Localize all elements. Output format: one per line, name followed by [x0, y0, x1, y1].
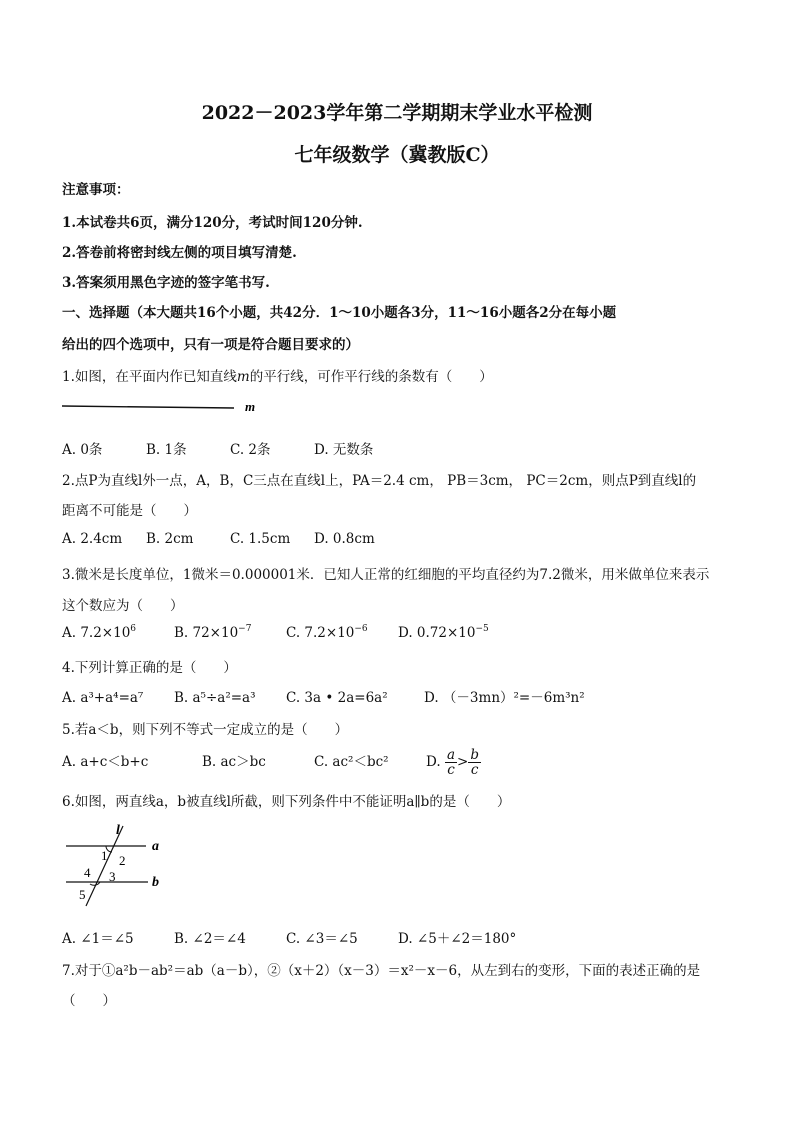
- option-d[interactable]: [398, 624, 489, 641]
- question-1-stem: [62, 365, 732, 385]
- note-item: 1.本试卷共6页，满分120分，考试时间120分钟.: [62, 215, 363, 231]
- option-text: D. 0.72×10: [398, 624, 476, 641]
- angle-4-label: 4: [84, 865, 91, 880]
- option-exponent: −6: [354, 624, 368, 634]
- line-m-figure: [62, 400, 262, 416]
- question-5-stem: 5.若a＜b，则下列不等式一定成立的是（ ）: [62, 722, 349, 738]
- question-1-options: [62, 438, 373, 458]
- question-2-stem: 2.点P为直线l外一点，A，B，C三点在直线l上，PA＝2.4 cm， PB＝3cm， PC＝2cm，则点P到直线l的: [62, 473, 697, 489]
- note-item: 2.答卷前将密封线左侧的项目填写清楚.: [62, 245, 297, 261]
- option-d[interactable]: D. 无数条: [314, 442, 374, 458]
- question-5-options: [62, 748, 481, 777]
- question-7-stem-cont: （ ）: [62, 993, 116, 1009]
- angle-1-label: 1: [101, 848, 108, 863]
- option-c[interactable]: C. ∠3＝∠5: [286, 931, 358, 947]
- question-3-options: [62, 624, 489, 641]
- option-d[interactable]: D. ∠5＋∠2＝180°: [398, 931, 517, 947]
- option-c[interactable]: C. 2条: [230, 442, 271, 458]
- option-exponent: 6: [130, 624, 137, 634]
- option-b[interactable]: B. ∠2＝∠4: [174, 931, 246, 947]
- question-2-stem-cont: 距离不可能是（ ）: [62, 503, 197, 519]
- fraction-operator: >: [457, 754, 469, 770]
- label-a: a: [152, 839, 159, 854]
- option-a[interactable]: [62, 624, 174, 641]
- fraction-denominator: c: [447, 762, 455, 778]
- exam-subtitle: 七年级数学（冀教版C）: [294, 144, 500, 166]
- option-c[interactable]: [286, 624, 398, 641]
- option-d[interactable]: [426, 748, 481, 777]
- option-b[interactable]: B. a⁵÷a²=a³: [174, 690, 256, 706]
- option-a[interactable]: A. a+c＜b+c: [62, 754, 149, 770]
- option-d[interactable]: D. （－3mn）²=－6m³n²: [424, 690, 585, 706]
- option-exponent: −5: [475, 624, 489, 634]
- question-3-stem: 3.微米是长度单位，1微米＝0.000001米．已知人正常的红细胞的平均直径约为7.2微米，用米做单位来表示: [62, 567, 710, 583]
- option-c[interactable]: C. ac²＜bc²: [314, 754, 389, 770]
- option-text: A. 7.2×10: [62, 624, 131, 641]
- option-a[interactable]: A. a³+a⁴=a⁷: [62, 690, 144, 706]
- question-3-stem-cont: 这个数应为（ ）: [62, 598, 184, 614]
- label-l: l: [116, 823, 120, 838]
- stem-variable: m: [236, 369, 250, 385]
- note-item: 3.答案须用黑色字迹的签字笔书写.: [62, 275, 270, 291]
- option-text: C. 7.2×10: [286, 624, 355, 641]
- angle-5-label: 5: [79, 887, 86, 902]
- question-4-stem: 4.下列计算正确的是（ ）: [62, 660, 237, 676]
- stem-text: 的平行线，可作平行线的条数有（ ）: [249, 369, 493, 385]
- option-b[interactable]: [174, 624, 286, 641]
- question-7-stem: 7.对于①a²b－ab²＝ab（a－b），②（x＋2）（x－3）＝x²－x－6，从左到右的变形，下面的表述正确的是: [62, 963, 701, 979]
- option-exponent: −7: [238, 624, 252, 634]
- option-text: B. 72×10: [174, 624, 239, 641]
- label-b: b: [152, 875, 159, 890]
- fraction-a-over-c: [445, 748, 457, 777]
- line-l: [86, 826, 123, 906]
- fraction-numerator: a: [446, 747, 455, 763]
- stem-text: 1.如图，在平面内作已知直线: [62, 369, 237, 385]
- angle-2-label: 2: [119, 853, 126, 868]
- section-heading: 一、选择题（本大题共16个小题，共42分．1～10小题各3分，11～16小题各2分在每小题: [62, 305, 617, 321]
- fraction-denominator: c: [470, 762, 479, 778]
- question-2-options: [62, 531, 375, 547]
- question-4-options: [62, 686, 585, 706]
- fraction-b-over-c: [468, 748, 481, 777]
- line-m: [62, 406, 234, 408]
- option-c[interactable]: C. 1.5cm: [230, 531, 291, 547]
- question-6-stem: 6.如图，两直线a，b被直线l所截，则下列条件中不能证明a∥b的是（ ）: [62, 794, 511, 810]
- angle-3-label: 3: [109, 869, 116, 884]
- option-c[interactable]: C. 3a • 2a=6a²: [286, 690, 388, 706]
- line-m-label: m: [245, 399, 256, 414]
- option-a[interactable]: A. 2.4cm: [62, 531, 123, 547]
- option-d[interactable]: D. 0.8cm: [314, 531, 375, 547]
- exam-title: 2022－2023学年第二学期期末学业水平检测: [201, 102, 593, 124]
- notes-heading: 注意事项：: [62, 182, 130, 198]
- option-d-prefix: D.: [426, 754, 441, 770]
- option-b[interactable]: B. 1条: [146, 442, 187, 458]
- option-a[interactable]: A. 0条: [62, 442, 103, 458]
- option-a[interactable]: A. ∠1＝∠5: [62, 931, 134, 947]
- question-6-options: [62, 927, 516, 947]
- option-b[interactable]: B. ac＞bc: [202, 754, 266, 770]
- option-b[interactable]: B. 2cm: [146, 531, 194, 547]
- parallel-lines-figure: [62, 822, 182, 908]
- fraction-numerator: b: [470, 747, 479, 763]
- section-heading-cont: 给出的四个选项中，只有一项是符合题目要求的）: [62, 337, 359, 353]
